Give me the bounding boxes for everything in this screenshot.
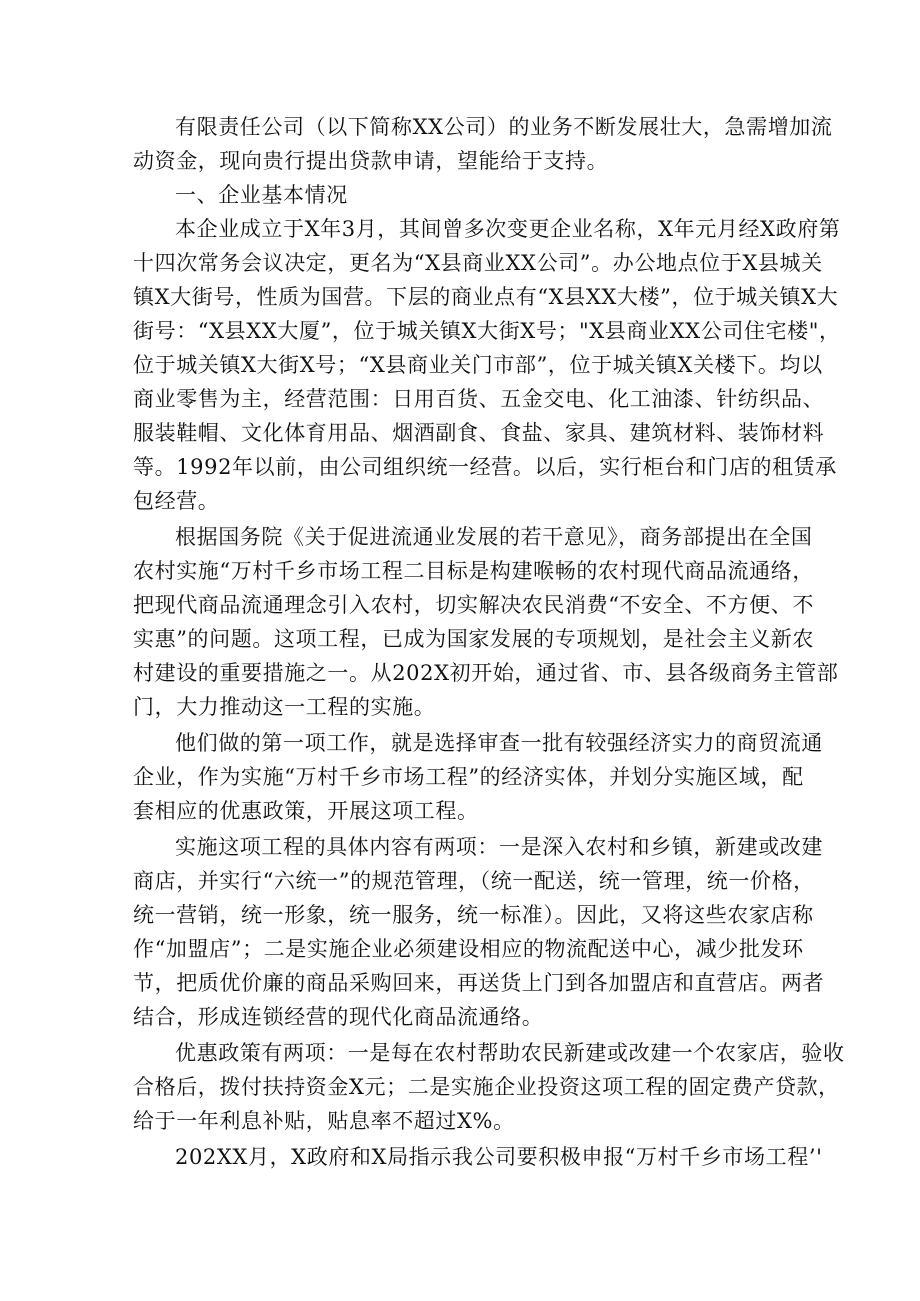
body-text-line: 村建设的重要措施之一。从202X初开始，通过省、市、县各级商务主管部 [133,661,839,685]
body-text-line: 十四次常务会议决定，更名为“X县商业XX公司”。办公地点位于X县城关 [133,251,823,275]
body-text-line: 门，大力推动这一工程的实施。 [133,695,436,719]
body-text-line: 有限责任公司（以下简称XX公司）的业务不断发展壮大，急需增加流 [175,115,833,139]
body-text-line: 实施这项工程的具体内容有两项：一是深入农村和乡镇，新建或改建 [175,835,823,859]
body-text-line: 包经营。 [133,489,220,513]
body-text-line: 统一营销，统一形象，统一服务，统一标准）。因此，又将这些农家店称 [133,903,814,927]
body-text-line: 根据国务院《关于促进流通业发展的若干意见》，商务部提出在全国 [175,525,813,549]
body-text-line: 作“加盟店”；二是实施企业必须建设相应的物流配送中心，减少批发环 [133,937,804,961]
body-text-line: 位于城关镇X大街X号；“X县商业关门市部”，位于城关镇X关楼下。均以 [133,353,823,377]
body-text-line: 套相应的优惠政策，开展这项工程。 [133,799,479,823]
body-text-line: 本企业成立于X年3月，其间曾多次变更企业名称，X年元月经X政府第 [175,217,841,241]
body-text-line: 他们做的第一项工作，就是选择审查一批有较强经济实力的商贸流通 [175,731,823,755]
body-text-line: 农村实施“万村千乡市场工程二目标是构建喉畅的农村现代商品流通络， [133,559,814,583]
body-text-line: 商业零售为主，经营范围：日用百货、五金交电、化工油漆、针纺织品、 [133,387,825,411]
body-text-line: 把现代商品流通理念引入农村，切实解决农民消费“不安全、不方便、不 [133,593,814,617]
body-text-line: 结合，形成连锁经营的现代化商品流通络。 [133,1005,544,1029]
body-text-line: 节，把质优价廉的商品采购回来，再送货上门到各加盟店和直营店。两者 [133,971,825,995]
body-text-line: 等。1992年以前，由公司组织统一经营。以后，实行柜台和门店的租赁承 [133,455,837,479]
body-text-line: 服装鞋帽、文化体育用品、烟酒副食、食盐、家具、建筑材料、装饰材料 [133,421,825,445]
body-text-line: 给于一年利息补贴，贴息率不超过X%。 [133,1109,515,1133]
body-text-line: 商店，并实行“六统一”的规范管理，（统一配送，统一管理，统一价格， [133,869,815,893]
section-heading: 一、企业基本情况 [175,183,348,207]
body-text-line: 街号：“X县XX大厦”，位于城关镇X大街X号；"X县商业XX公司住宅楼"， [133,319,841,343]
body-text-line: 合格后，拨付扶持资金X元；二是实施企业投资这项工程的固定费产贷款， [133,1075,840,1099]
body-text-line: 实惠”的问题。这项工程，已成为国家发展的专项规划，是社会主义新农 [133,627,814,651]
body-text-line: 镇X大街号，性质为国营。下层的商业点有“X县XX大楼”，位于城关镇X大 [133,285,839,309]
body-text-line: 优惠政策有两项：一是每在农村帮助农民新建或改建一个农家店，验收 [175,1041,845,1065]
body-text-line: 动资金，现向贵行提出贷款申请，望能给于支持。 [133,149,609,173]
document-body [133,110,845,1174]
body-text-line: 202XX月，X政府和X局指示我公司要积极申报“万村千乡市场工程’' [175,1145,823,1169]
body-text-line: 企业，作为实施“万村千乡市场工程”的经济实体，并划分实施区域，配 [133,765,804,789]
